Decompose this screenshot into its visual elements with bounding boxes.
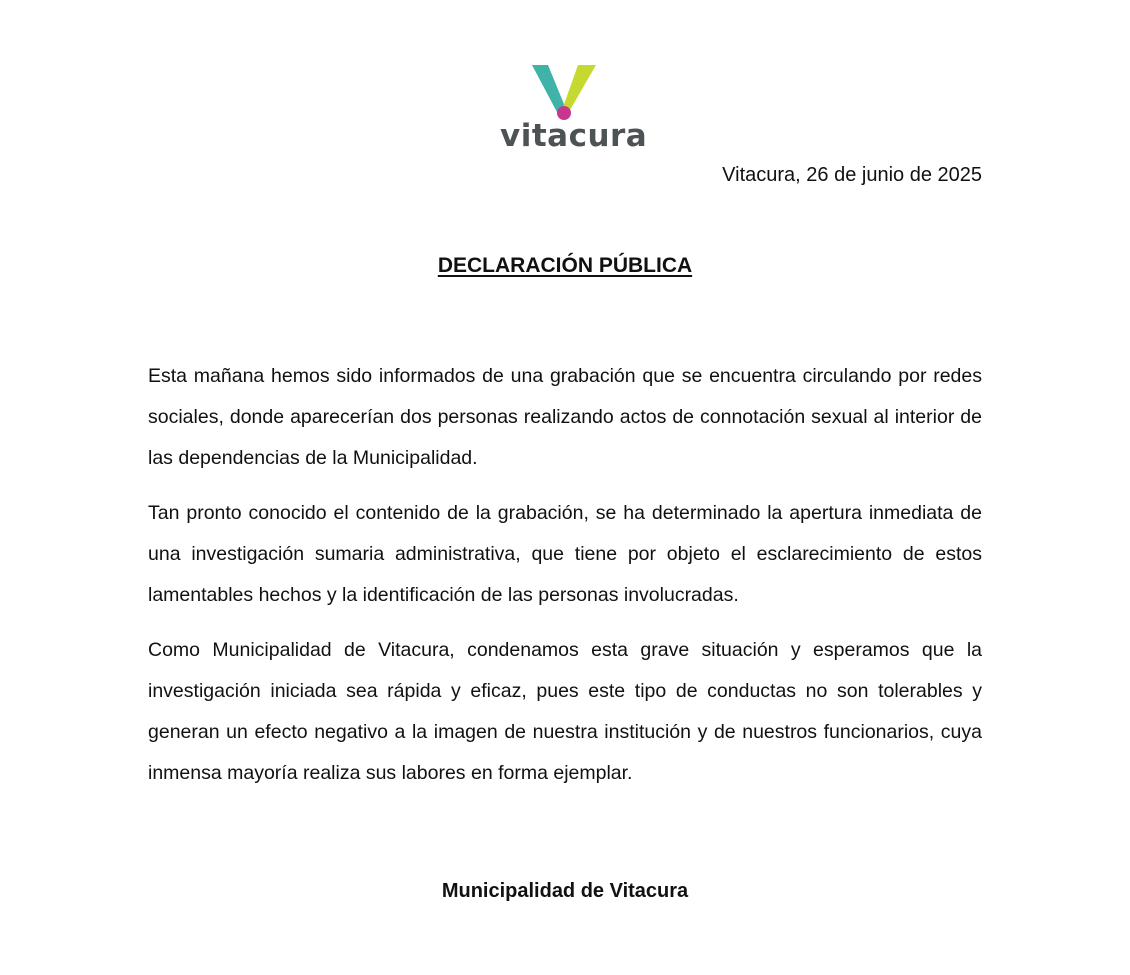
- paragraph-3: Como Municipalidad de Vitacura, condenamos esta grave situación y esperamos que la investigación iniciada sea rápida y eficaz, pues este tipo de conductas no son tolerables y generan un efecto negativo a la imagen de nuestra institución y de nuestros funcionarios, cuya inmensa mayoría realiza sus labores en forma ejemplar.: [148, 639, 982, 784]
- document-body: [148, 356, 982, 808]
- logo-wordmark: vitacura: [500, 118, 648, 154]
- vitacura-logo: [500, 62, 648, 157]
- vitacura-v-logo-icon: [532, 62, 598, 122]
- document-signature: Municipalidad de Vitacura: [441, 880, 689, 902]
- paragraph-2: Tan pronto conocido el contenido de la grabación, se ha determinado la apertura inmediata de una investigación sumaria administrativa, que tiene por objeto el esclarecimiento de estos lamentables hechos y la identificación de las personas involucradas.: [148, 502, 982, 606]
- document-title: DECLARACIÓN PÚBLICA: [437, 254, 693, 277]
- paragraph-1: Esta mañana hemos sido informados de una grabación que se encuentra circulando por redes sociales, donde aparecerían dos personas realizando actos de connotación sexual al interior de las dependencias de la Municipalidad.: [148, 365, 982, 469]
- document-date: Vitacura, 26 de junio de 2025: [722, 164, 982, 186]
- logo-lime-stroke: [562, 65, 596, 110]
